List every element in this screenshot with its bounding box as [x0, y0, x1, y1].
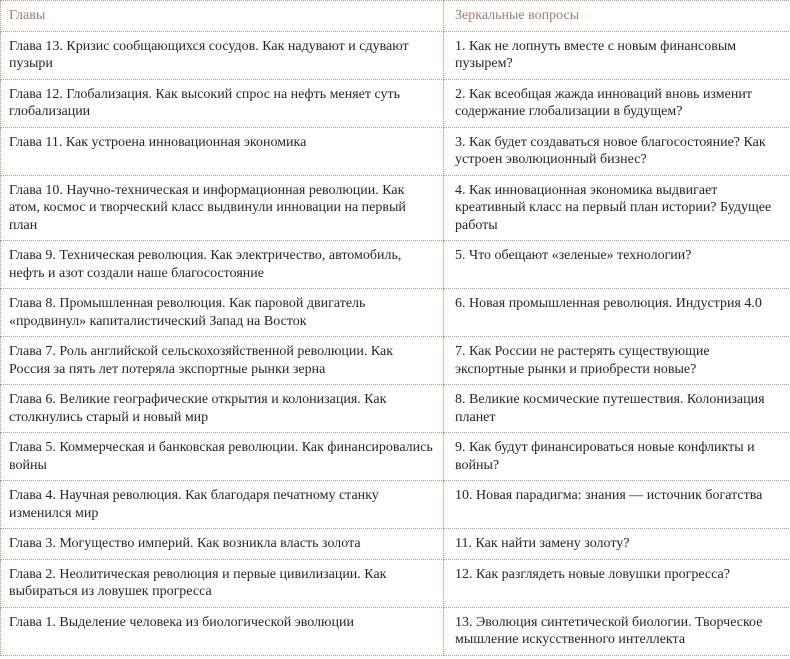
- question-cell: 4. Как инновационная экономика выдвигает креативный класс на первый план истории? Будущее работы: [444, 175, 790, 241]
- chapter-cell: Глава 3. Могущество империй. Как возникла власть золота: [1, 529, 444, 560]
- chapter-cell: Глава 13. Кризис сообщающихся сосудов. Как надувают и сдувают пузыри: [1, 31, 444, 79]
- table-row: [1, 127, 790, 175]
- question-cell: 8. Великие космические путешествия. Колонизация планет: [444, 385, 790, 433]
- chapter-cell: Глава 12. Глобализация. Как высокий спрос на нефть меняет суть глобализации: [1, 79, 444, 127]
- header-row: [1, 1, 790, 32]
- chapter-cell: Глава 5. Коммерческая и банковская революции. Как финансировались войны: [1, 433, 444, 481]
- chapter-cell: Глава 6. Великие географические открытия и колонизация. Как столкнулись старый и новый мир: [1, 385, 444, 433]
- chapter-cell: Глава 2. Неолитическая революция и первые цивилизации. Как выбираться из ловушек прогресса: [1, 559, 444, 607]
- table-row: [1, 241, 790, 289]
- table-row: [1, 31, 790, 79]
- question-cell: 3. Как будет создаваться новое благосостояние? Как устроен эволюционный бизнес?: [444, 127, 790, 175]
- chapter-cell: Глава 1. Выделение человека из биологической эволюции: [1, 607, 444, 655]
- chapter-cell: Глава 4. Научная революция. Как благодаря печатному станку изменился мир: [1, 481, 444, 529]
- chapter-cell: Глава 8. Промышленная революция. Как паровой двигатель «продвинул» капиталистический Запад на Восток: [1, 289, 444, 337]
- question-cell: 7. Как России не растерять существующие экспортные рынки и приобрести новые?: [444, 337, 790, 385]
- question-cell: 1. Как не лопнуть вместе с новым финансовым пузырем?: [444, 31, 790, 79]
- table-row: [1, 175, 790, 241]
- question-cell: 9. Как будут финансироваться новые конфликты и войны?: [444, 433, 790, 481]
- question-cell: 2. Как всеобщая жажда инноваций вновь изменит содержание глобализации в будущем?: [444, 79, 790, 127]
- question-cell: 12. Как разглядеть новые ловушки прогресса?: [444, 559, 790, 607]
- table-row: [1, 337, 790, 385]
- column-header-questions: Зеркальные вопросы: [444, 1, 790, 32]
- question-cell: 11. Как найти замену золоту?: [444, 529, 790, 560]
- chapter-cell: Глава 11. Как устроена инновационная экономика: [1, 127, 444, 175]
- table-row: [1, 559, 790, 607]
- chapter-cell: Глава 9. Техническая революция. Как электричество, автомобиль, нефть и азот создали наше благосостояние: [1, 241, 444, 289]
- question-cell: 13. Эволюция синтетической биологии. Творческое мышление искусственного интеллекта: [444, 607, 790, 655]
- chapter-cell: Глава 10. Научно-техническая и информационная революции. Как атом, космос и творческий класс выдвинули инновации на первый план: [1, 175, 444, 241]
- table-row: [1, 481, 790, 529]
- table-row: [1, 385, 790, 433]
- question-cell: 10. Новая парадигма: знания — источник богатства: [444, 481, 790, 529]
- table-row: [1, 79, 790, 127]
- table-row: [1, 289, 790, 337]
- question-cell: 5. Что обещают «зеленые» технологии?: [444, 241, 790, 289]
- table-row: [1, 433, 790, 481]
- table-row: [1, 529, 790, 560]
- column-header-chapters: Главы: [1, 1, 444, 32]
- table-row: [1, 607, 790, 655]
- question-cell: 6. Новая промышленная революция. Индустрия 4.0: [444, 289, 790, 337]
- chapter-cell: Глава 7. Роль английской сельскохозяйственной революции. Как Россия за пять лет потеряла экспортные рынки зерна: [1, 337, 444, 385]
